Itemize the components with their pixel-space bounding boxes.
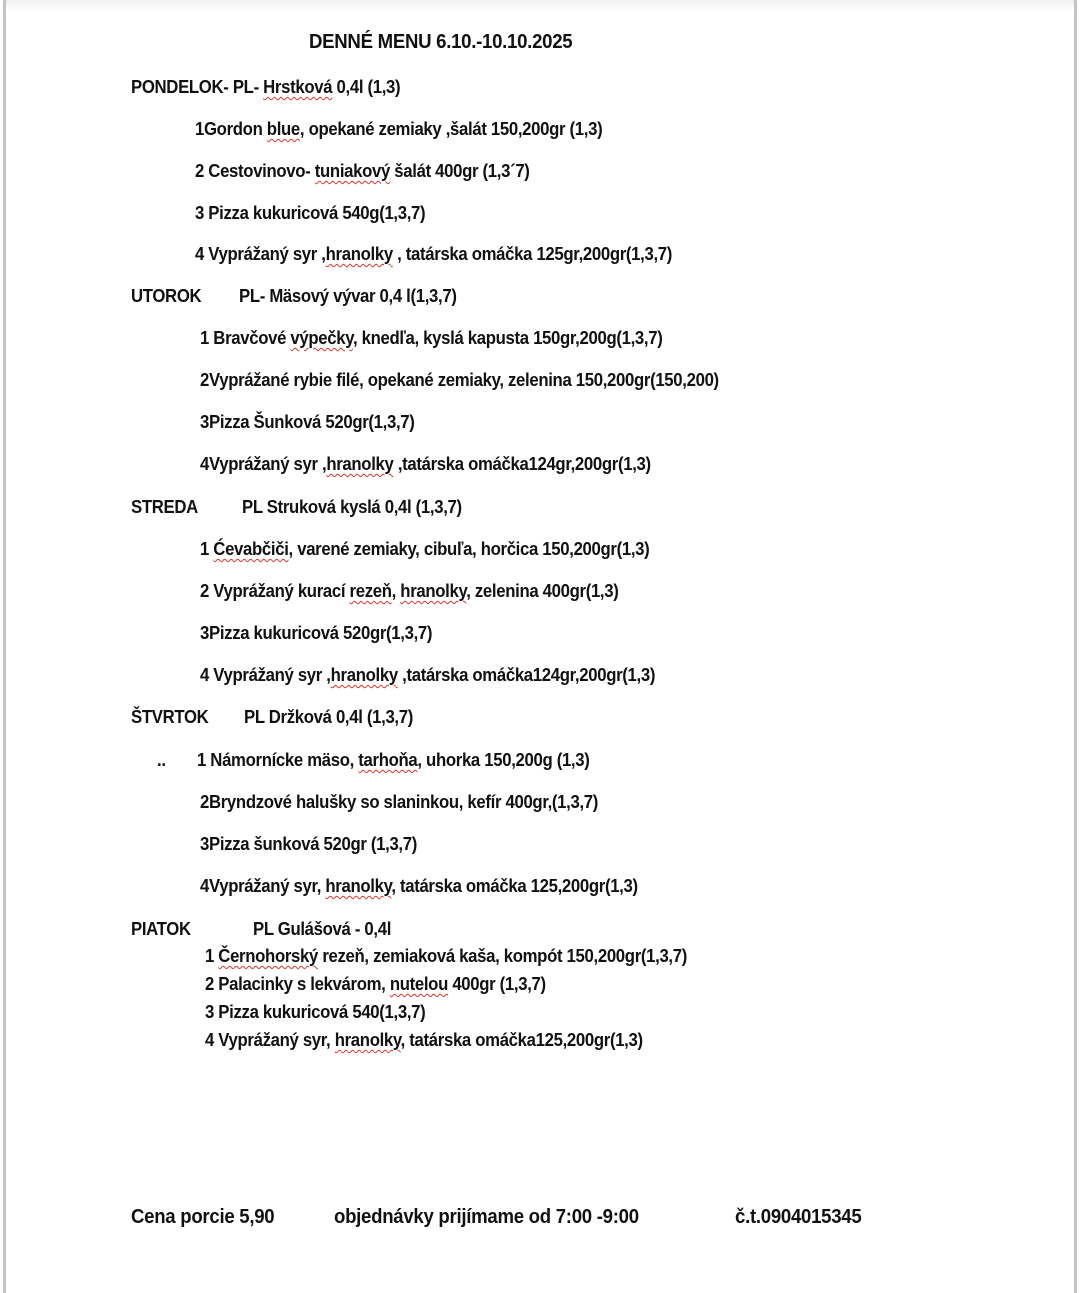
menu-item	[200, 580, 619, 602]
day-label-friday: PIATOK	[131, 919, 191, 939]
text-segment: 1 Bravčové	[200, 328, 291, 348]
day-label-thursday: ŠTVRTOK	[131, 707, 209, 727]
menu-item	[195, 202, 425, 224]
menu-item	[195, 160, 530, 182]
menu-item	[200, 538, 649, 560]
page-top-shade	[6, 0, 1074, 12]
text-segment: tuniakový	[314, 161, 390, 181]
text-segment: , tatárska omáčka 125gr,200gr(1,3,7)	[392, 244, 673, 264]
text-segment: Černohorský	[218, 946, 318, 966]
text-segment: , uhorka 150,200g (1,3)	[417, 750, 590, 770]
text-segment: 4 Vyprážaný syr,	[205, 1030, 335, 1050]
text-segment: 3 Pizza kukuricová 540g(1,3,7)	[195, 203, 426, 223]
text-segment: , tatárska omáčka 125,200gr(1,3)	[391, 876, 638, 896]
text-segment: 1	[200, 539, 214, 559]
menu-item	[195, 118, 602, 140]
text-segment: 1Gordon	[195, 119, 267, 139]
menu-item	[205, 1029, 643, 1051]
menu-item	[200, 411, 415, 433]
menu-item	[195, 243, 672, 265]
footer-orders: objednávky prijímame od 7:00 -9:00	[334, 1206, 639, 1228]
menu-item	[205, 945, 687, 967]
text-segment: výpečky	[290, 328, 353, 348]
footer-phone: č.t.0904015345	[735, 1206, 862, 1228]
menu-title: DENNÉ MENU 6.10.-10.10.2025	[309, 31, 573, 53]
menu-item	[205, 973, 546, 995]
text-segment: blue	[266, 119, 300, 139]
text-segment: 4 Vyprážaný syr ,	[200, 665, 331, 685]
text-segment: 4Vyprážaný syr ,	[200, 454, 327, 474]
day-label-wednesday: STREDA	[131, 497, 198, 517]
menu-item	[200, 369, 719, 391]
text-segment: , varené zemiaky, cibuľa, horčica 150,200gr(1,3)	[288, 539, 650, 559]
footer-price: Cena porcie 5,90	[131, 1206, 275, 1228]
menu-item	[200, 833, 417, 855]
text-segment: , zelenina 400gr(1,3)	[466, 581, 619, 601]
text-segment: rezeň, zemiaková kaša, kompót 150,200gr(1,3,7)	[317, 946, 687, 966]
text-segment: 3Pizza Šunková 520gr(1,3,7)	[200, 412, 415, 432]
menu-item	[200, 791, 598, 813]
day-label: PONDELOK- PL-	[131, 77, 259, 97]
text-segment: 4Vyprážaný syr,	[200, 876, 326, 896]
page-edge-left	[3, 0, 6, 1293]
text-segment: ,	[391, 581, 401, 601]
menu-item	[200, 875, 638, 897]
text-segment: 400gr (1,3,7)	[447, 974, 546, 994]
item-prefix-dots: ..	[157, 750, 166, 770]
day-label-tuesday: UTOROK	[131, 286, 202, 306]
soup-tuesday: PL- Mäsový vývar 0,4 l(1,3,7)	[239, 286, 457, 306]
page-edge-right	[1074, 0, 1077, 1293]
day-header-monday	[131, 76, 400, 98]
text-segment: nutelou	[389, 974, 448, 994]
text-segment: 2Bryndzové halušky so slaninkou, kefír 400gr,(1,3,7)	[200, 792, 599, 812]
text-segment: Ćevabčiči	[213, 539, 289, 559]
text-segment: , knedľa, kyslá kapusta 150gr,200g(1,3,7)	[352, 328, 663, 348]
text-segment: 3 Pizza kukuricová 540(1,3,7)	[205, 1002, 426, 1022]
soup-friday: PL Gulášová - 0,4l	[253, 919, 392, 939]
text-segment: hranolky	[330, 665, 398, 685]
text-segment: 2Vyprážané rybie filé, opekané zemiaky, zelenina 150,200gr(150,200)	[200, 370, 719, 390]
text-segment: 1 Námornícke mäso,	[197, 750, 359, 770]
text-segment: hranolky	[325, 244, 393, 264]
menu-item	[200, 453, 651, 475]
text-segment: 3Pizza kukuricová 520gr(1,3,7)	[200, 623, 433, 643]
text-segment: 2 Vyprážaný kurací	[200, 581, 350, 601]
text-segment: , tatárska omáčka125,200gr(1,3)	[400, 1030, 643, 1050]
text-segment: hranolky	[400, 581, 467, 601]
soup-wednesday: PL Struková kyslá 0,4l (1,3,7)	[242, 497, 462, 517]
text-segment: ,tatárska omáčka124gr,200gr(1,3)	[393, 454, 651, 474]
menu-item	[200, 327, 662, 349]
text-segment: , opekané zemiaky ,šalát 150,200gr (1,3)	[299, 119, 603, 139]
menu-item	[200, 622, 432, 644]
soup-name: Hrstková	[263, 77, 333, 97]
menu-item	[200, 664, 655, 686]
menu-item	[205, 1001, 425, 1023]
text-segment: 4 Vyprážaný syr ,	[195, 244, 326, 264]
text-segment: ,tatárska omáčka124gr,200gr(1,3)	[397, 665, 656, 685]
text-segment: rezeň	[349, 581, 392, 601]
soup-thursday: PL Držková 0,4l (1,3,7)	[244, 707, 413, 727]
menu-item	[197, 749, 590, 771]
text-segment: tarhoňa	[358, 750, 418, 770]
text-segment: 2 Palacinky s lekvárom,	[205, 974, 390, 994]
text-segment: 2 Cestovinovo-	[195, 161, 315, 181]
text-segment: 1	[205, 946, 219, 966]
text-segment: hranolky	[325, 876, 392, 896]
text-segment: hranolky	[326, 454, 394, 474]
text-segment: 3Pizza šunková 520gr (1,3,7)	[200, 834, 417, 854]
text-segment: šalát 400gr (1,3´7)	[389, 161, 530, 181]
soup-detail: 0,4l (1,3)	[332, 77, 401, 97]
text-segment: hranolky	[334, 1030, 401, 1050]
